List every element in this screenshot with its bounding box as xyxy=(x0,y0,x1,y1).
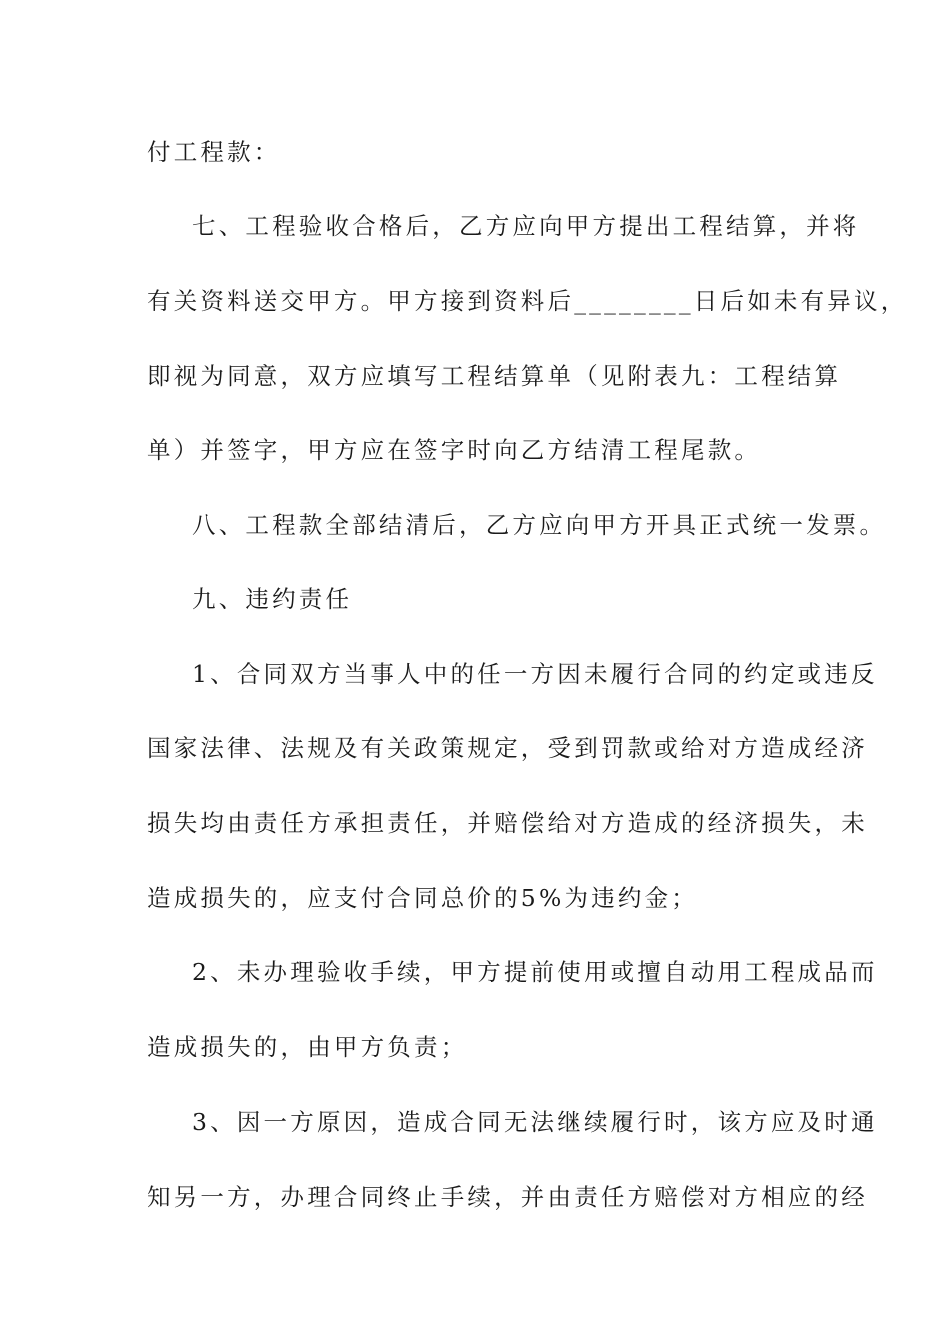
clause-9-heading: 九、违约责任 xyxy=(192,585,353,613)
clause-8-line: 八、工程款全部结清后，乙方应向甲方开具正式统一发票。 xyxy=(192,511,887,539)
paragraph-line: 造成损失的，由甲方负责； xyxy=(147,1033,468,1061)
paragraph-line: 付工程款： xyxy=(147,138,281,166)
paragraph-line: 造成损失的，应支付合同总价的5%为违约金； xyxy=(147,884,698,912)
paragraph-line: 单）并签字，甲方应在签字时向乙方结清工程尾款。 xyxy=(147,436,762,464)
clause-7-line: 七、工程验收合格后，乙方应向甲方提出工程结算，并将 xyxy=(192,212,860,240)
paragraph-line: 即视为同意，双方应填写工程结算单（见附表九：工程结算 xyxy=(147,362,842,390)
paragraph-line: 国家法律、法规及有关政策规定，受到罚款或给对方造成经济 xyxy=(147,734,868,762)
item-1-line: 1、合同双方当事人中的任一方因未履行合同的约定或违反 xyxy=(192,660,878,688)
paragraph-line: 有关资料送交甲方。甲方接到资料后________日后如未有异议， xyxy=(147,287,908,315)
paragraph-line: 知另一方，办理合同终止手续，并由责任方赔偿对方相应的经 xyxy=(147,1183,868,1211)
paragraph-line: 损失均由责任方承担责任，并赔偿给对方造成的经济损失，未 xyxy=(147,809,868,837)
item-3-line: 3、因一方原因，造成合同无法继续履行时，该方应及时通 xyxy=(192,1108,878,1136)
item-2-line: 2、未办理验收手续，甲方提前使用或擅自动用工程成品而 xyxy=(192,958,878,986)
